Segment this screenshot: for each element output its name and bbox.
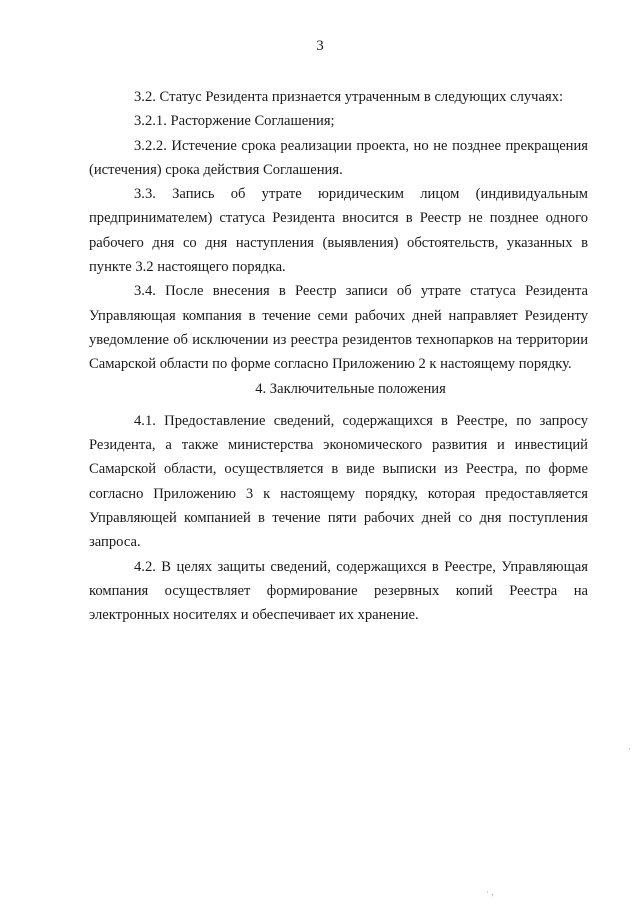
section-heading: 4. Заключительные положения <box>255 380 446 397</box>
paragraph-4-1: 4.1. Предоставление сведений, содержащихся в Реестре, по запросу Резидента, а также министерства экономического развития и инвестиций Самарской области, осуществляется в виде выписки из Реестра, по форме согласно Приложению 3 к настоящему порядку, которая предоставляется Управляющей компанией в течение пяти рабочих дней со дня поступления запроса. <box>89 412 588 551</box>
scan-artifact: · , <box>486 887 494 897</box>
paragraph-4-2: 4.2. В целях защиты сведений, содержащихся в Реестре, Управляющая компания осуществляет формирование резервных копий Реестра на электронных носителях и обеспечивает их хранение. <box>89 558 588 624</box>
paragraph-3-2-1: 3.2.1. Расторжение Соглашения; <box>134 113 335 130</box>
document-body <box>89 85 588 628</box>
scan-artifact: · <box>628 744 631 754</box>
paragraph-3-4: 3.4. После внесения в Реестр записи об утрате статуса Резидента Управляющая компания в течение семи рабочих дней направляет Резиденту уведомление об исключении из реестра резидентов технопарков на территории Самарской области по форме согласно Приложению 2 к настоящему порядку. <box>89 283 588 373</box>
paragraph-3-3: 3.3. Запись об утрате юридическим лицом (индивидуальным предпринимателем) статуса Резидента вносится в Реестр не позднее одного рабочего дня со дня наступления (выявления) обстоятельств, указанных в пункте 3.2 настоящего порядка. <box>89 186 588 276</box>
paragraph-3-2: 3.2. Статус Резидента признается утраченным в следующих случаях: <box>134 89 564 105</box>
paragraph-3-2-2: 3.2.2. Истечение срока реализации проекта, но не позднее прекращения (истечения) срока действия Соглашения. <box>89 137 588 178</box>
page-number: 3 <box>316 38 324 54</box>
